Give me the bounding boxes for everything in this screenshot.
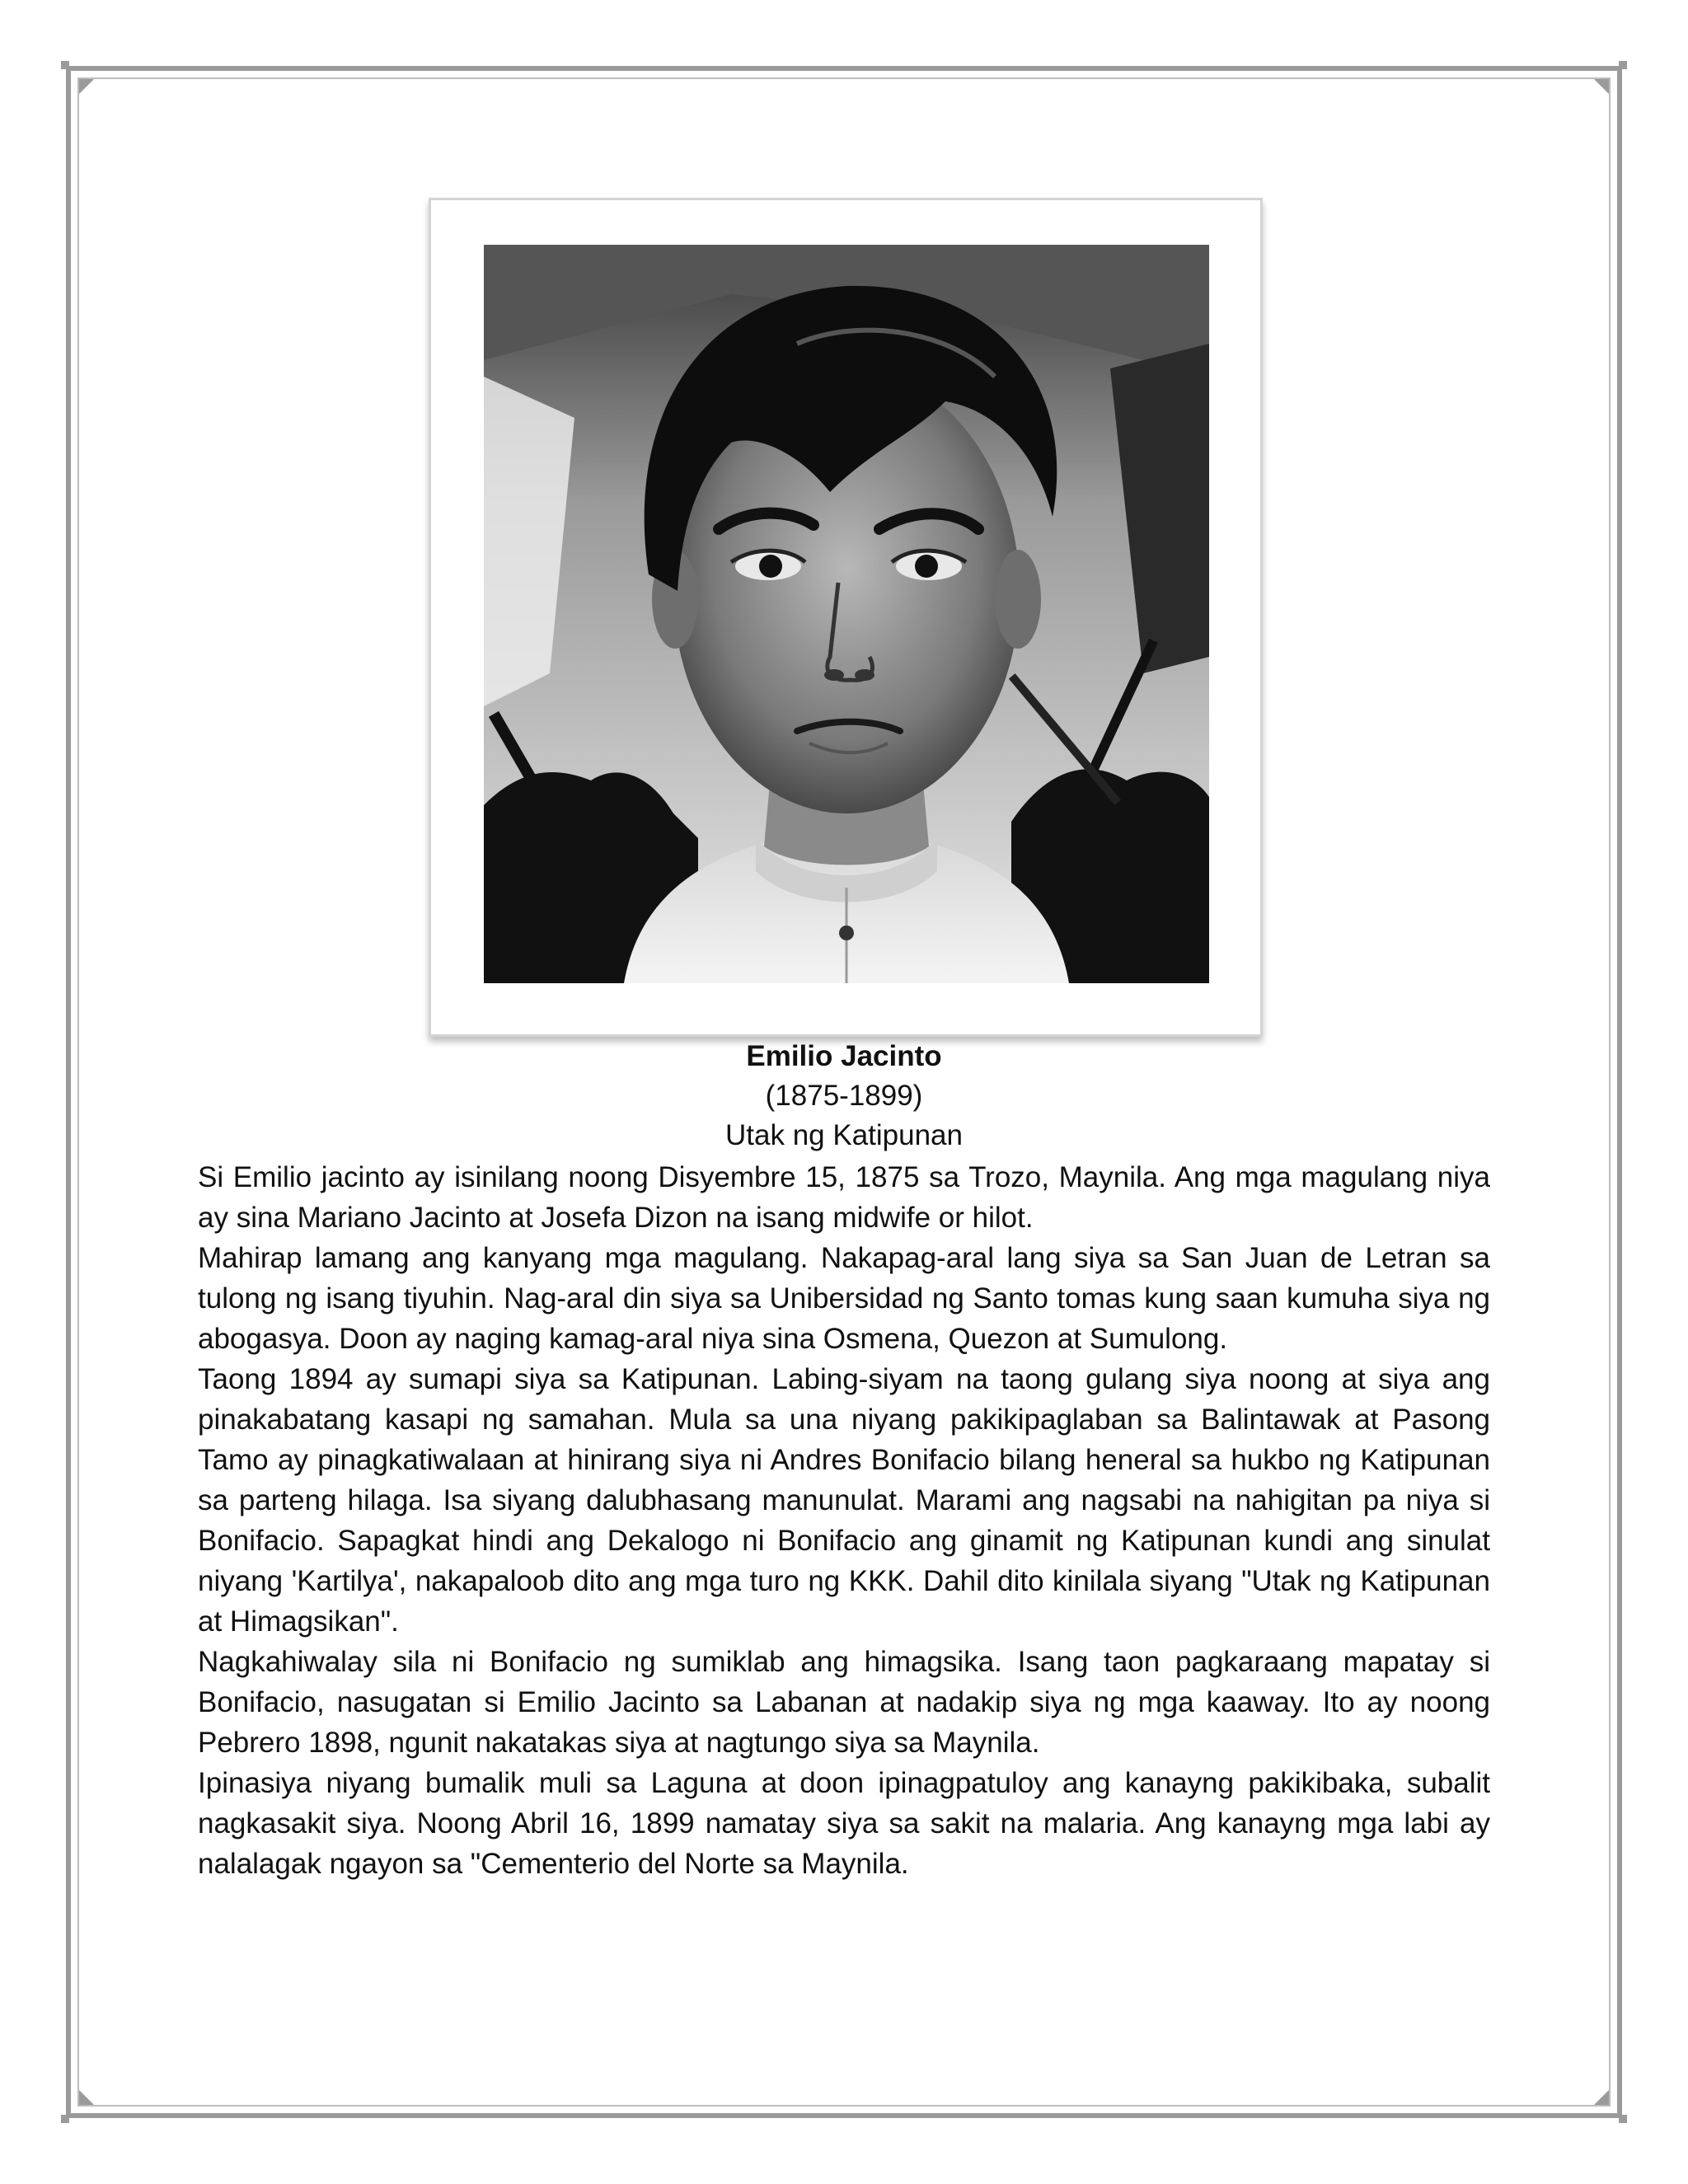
portrait-title: Utak ng Katipunan	[725, 1119, 963, 1151]
portrait-name: Emilio Jacinto	[746, 1040, 942, 1072]
corner-ornament-top-left	[79, 79, 94, 94]
corner-tick	[61, 61, 69, 69]
nostril	[855, 669, 874, 681]
paragraph: Si Emilio jacinto ay isinilang noong Disyembre 15, 1875 sa Trozo, Maynila. Ang mga magulang niya ay sina Mariano Jacinto at Josefa Dizon na isang midwife or hilot.	[198, 1161, 1490, 1234]
portrait-years: (1875-1899)	[765, 1080, 923, 1112]
corner-tick	[1619, 2115, 1627, 2123]
ear-right	[995, 550, 1041, 649]
corner-ornament-bottom-left	[79, 2090, 94, 2105]
paragraph: Nagkahiwalay sila ni Bonifacio ng sumiklab ang himagsika. Isang taon pagkaraang mapatay si Bonifacio, nasugatan si Emilio Jacinto sa Labanan at nadakip siya ng mga kaaway. Ito ay noong Pebrero 1898, ngunit nakatakas siya at nagtungo siya sa Maynila.	[198, 1646, 1490, 1759]
paragraph: Ipinasiya niyang bumalik muli sa Laguna at doon ipinagpatuloy ang kanayng pakikibaka, subalit nagkasakit siya. Noong Abril 16, 1899 namatay siya sa sakit na malaria. Ang kanayng mga labi ay nalalagak ngayon sa "Cementerio del Norte sa Maynila.	[198, 1767, 1490, 1880]
portrait-photo-frame	[429, 198, 1263, 1037]
nostril	[824, 669, 844, 681]
corner-ornament-top-right	[1594, 79, 1609, 94]
paragraph: Mahirap lamang ang kanyang mga magulang. Nakapag-aral lang siya sa San Juan de Letran sa tulong ng isang tiyuhin. Nag-aral din siya sa Unibersidad ng Santo tomas kung saan kumuha siya ng abogasya. Doon ay naging kamag-aral niya sina Osmena, Quezon at Sumulong.	[198, 1242, 1490, 1355]
corner-tick	[1619, 61, 1627, 69]
paragraph: Taong 1894 ay sumapi siya sa Katipunan. Labing-siyam na taong gulang siya noong at siya ang pinakabatang kasapi ng samahan. Mula sa una niyang pakikipaglaban sa Balintawak at Pasong Tamo ay pinagkatiwalaan at hinirang siya ni Andres Bonifacio bilang heneral sa hukbo ng Katipunan sa parteng hilaga. Isa siyang dalubhasang manunulat. Marami ang nagsabi na nahigitan pa niya si Bonifacio. Sapagkat hindi ang Dekalogo ni Bonifacio ang ginamit ng Katipunan kundi ang sinulat niyang 'Kartilya', nakapaloob dito ang mga turo ng KKK. Dahil dito kinilala siyang "Utak ng Katipunan at Himagsikan".	[198, 1363, 1490, 1638]
pupil-left	[759, 555, 782, 578]
corner-tick	[61, 2115, 69, 2123]
biography-text	[198, 1157, 1490, 1884]
pupil-right	[915, 555, 938, 578]
portrait-image	[484, 245, 1209, 983]
uniform-button	[839, 926, 854, 940]
corner-ornament-bottom-right	[1594, 2090, 1609, 2105]
